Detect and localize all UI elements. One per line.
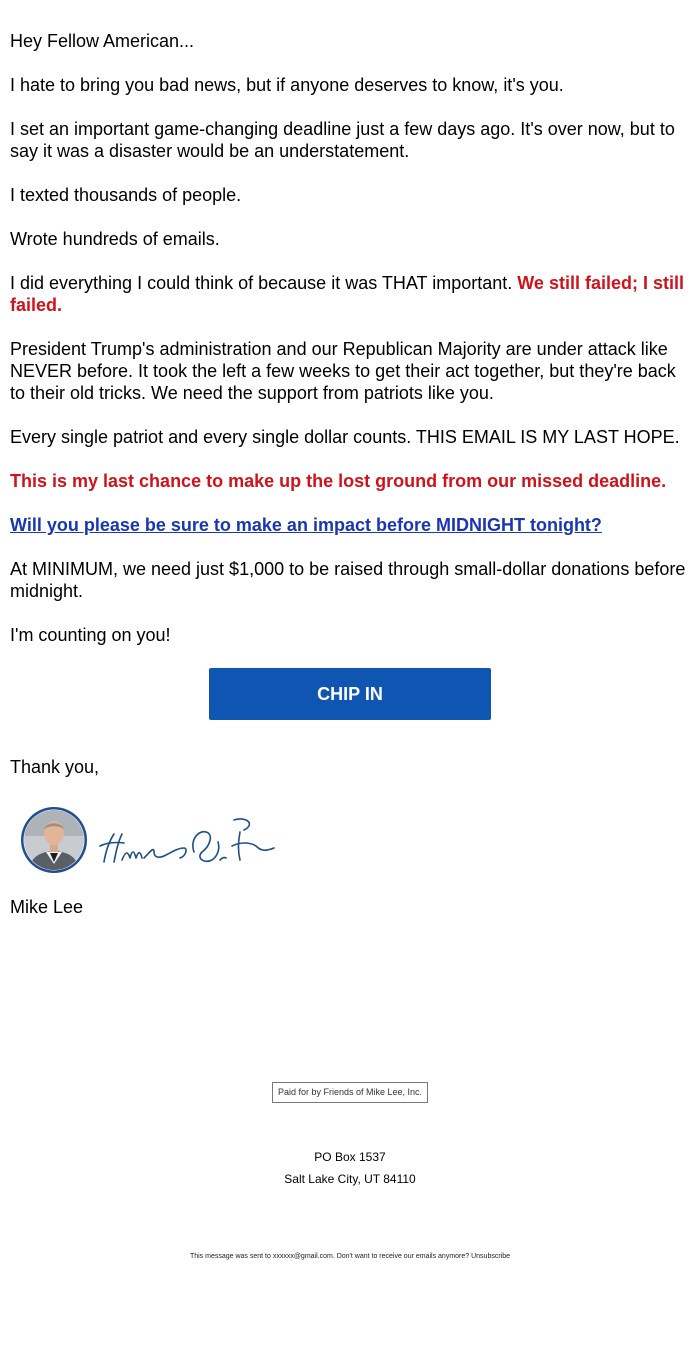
paragraph-impact-link <box>10 514 690 536</box>
closing: Thank you, <box>10 757 100 777</box>
paragraph-counting: I'm counting on you! <box>10 625 171 645</box>
address-line-1: PO Box 1537 <box>314 1150 386 1164</box>
last-chance-highlight: This is my last chance to make up the lost ground from our missed deadline. <box>10 471 667 491</box>
signature-block <box>10 800 690 880</box>
paid-for-disclaimer <box>0 1082 700 1103</box>
paragraph-failed <box>10 272 690 316</box>
paragraph-bad-news: I hate to bring you bad news, but if anyone deserves to know, it's you. <box>10 75 564 95</box>
impact-link[interactable]: Will you please be sure to make an impact before MIDNIGHT tonight? <box>10 515 602 535</box>
paragraph-last-hope: Every single patriot and every single dollar counts. THIS EMAIL IS MY LAST HOPE. <box>10 427 680 447</box>
avatar <box>20 806 88 874</box>
legal-footer: This message was sent to xxxxxx@gmail.com. Don't want to receive our emails anymore? Unsubscribe <box>189 1253 511 1260</box>
sender-name: Mike Lee <box>10 897 84 917</box>
paragraph-attack: President Trump's administration and our Republican Majority are under attack like NEVER before. It took the left a few weeks to get their act together, but they're back to their old tricks. We need the support from patriots like you. <box>10 339 676 403</box>
paid-for-box: Paid for by Friends of Mike Lee, Inc. <box>272 1082 428 1103</box>
paragraph-deadline: I set an important game-changing deadline just a few days ago. It's over now, but to say it was a disaster would be an understatement. <box>10 119 675 161</box>
cta-container <box>10 668 690 720</box>
paragraph-texted: I texted thousands of people. <box>10 185 242 205</box>
email-body <box>10 30 690 940</box>
greeting: Hey Fellow American... <box>10 31 195 51</box>
failed-highlight: We still failed; I still failed. <box>10 273 684 315</box>
address-line-2: Salt Lake City, UT 84110 <box>284 1172 416 1186</box>
paragraph-emails: Wrote hundreds of emails. <box>10 229 220 249</box>
chip-in-button[interactable]: CHIP IN <box>209 668 491 720</box>
paragraph-failed-text: I did everything I could think of because it was THAT important. <box>10 273 518 293</box>
signature-image <box>94 812 284 872</box>
paragraph-minimum: At MINIMUM, we need just $1,000 to be raised through small-dollar donations before midnight. <box>10 559 686 601</box>
